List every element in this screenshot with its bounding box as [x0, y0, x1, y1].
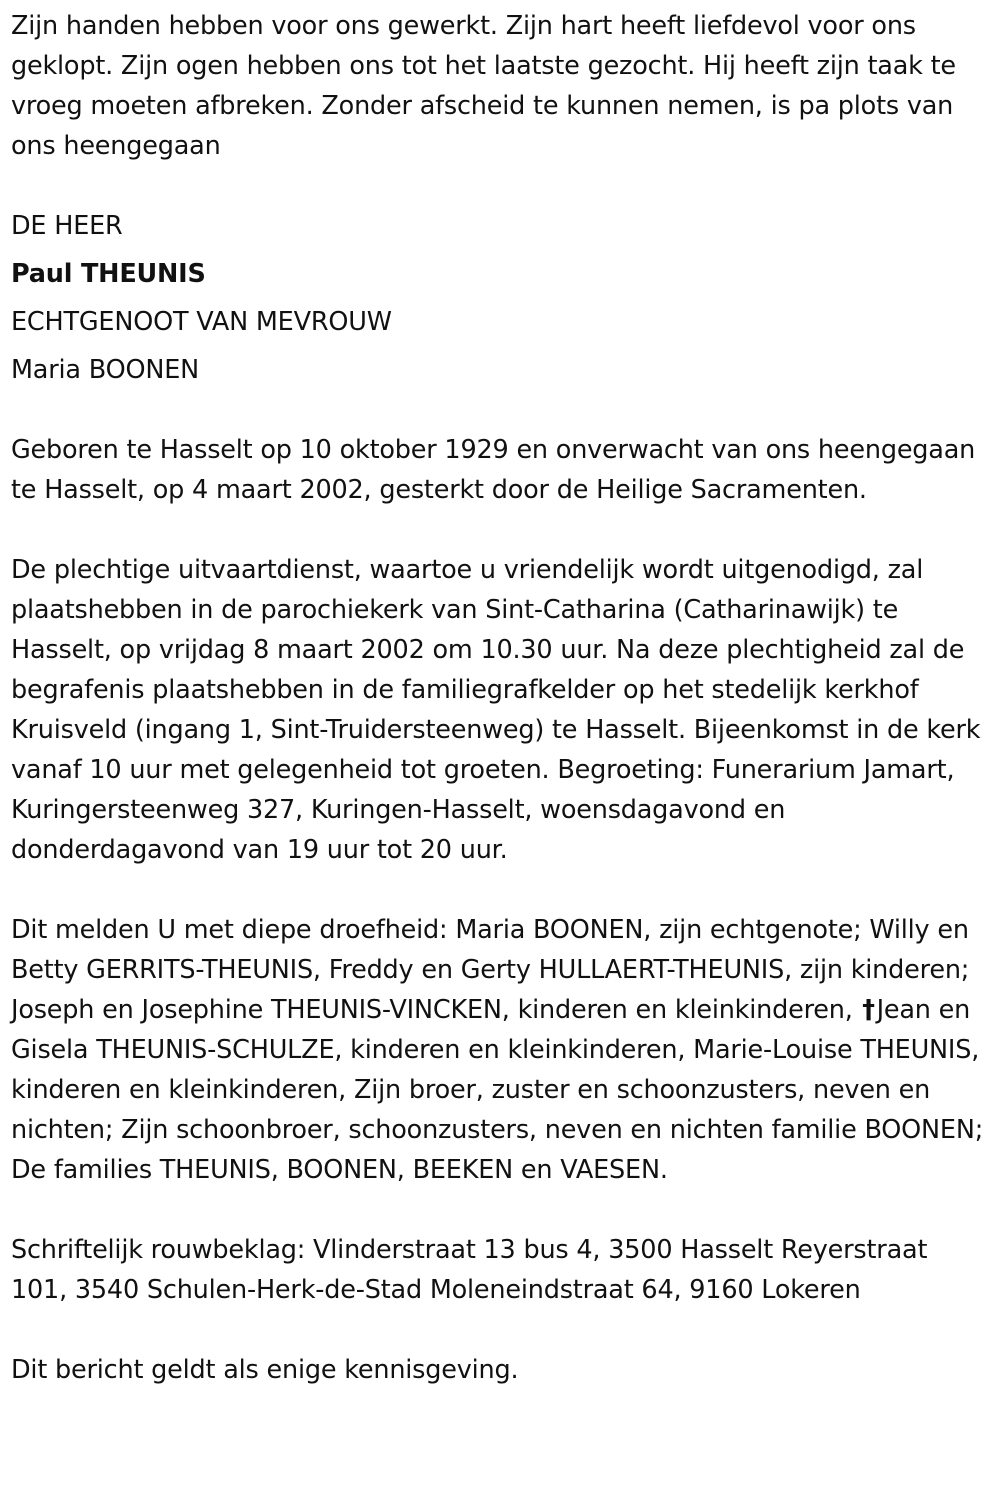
birth-death-paragraph: Geboren te Hasselt op 10 oktober 1929 en onverwacht van ons heengegaan te Hasselt, op 4 maart 2002, gesterkt door de Heilige Sacramenten.: [11, 435, 976, 505]
spacer: [11, 390, 991, 430]
cross-icon: †: [862, 995, 875, 1025]
spacer: [11, 510, 991, 550]
obituary-notice: [11, 6, 991, 1390]
spacer: [11, 1310, 991, 1350]
title-line: DE HEER: [11, 211, 123, 241]
closing-line: Dit bericht geldt als enige kennisgeving.: [11, 1355, 519, 1385]
spacer: [11, 166, 991, 206]
condolences-paragraph: Schriftelijk rouwbeklag: Vlinderstraat 13 bus 4, 3500 Hasselt Reyerstraat 101, 3540 Schulen-Herk-de-Stad Moleneindstraat 64, 9160 Lokeren: [11, 1235, 928, 1305]
deceased-name: Paul THEUNIS: [11, 259, 206, 289]
spouse-name: Maria BOONEN: [11, 355, 199, 385]
spacer: [11, 1190, 991, 1230]
intro-paragraph: Zijn handen hebben voor ons gewerkt. Zijn hart heeft liefdevol voor ons geklopt. Zijn ogen hebben ons tot het laatste gezocht. Hij heeft zijn taak te vroeg moeten afbreken. Zonder afscheid te kunnen nemen, is pa plots van ons heengegaan: [11, 11, 956, 161]
family-text-before-cross: Dit melden U met diepe droefheid: Maria BOONEN, zijn echtgenote; Willy en Betty GERRITS-THEUNIS, Freddy en Gerty HULLAERT-THEUNIS, zijn kinderen; Joseph en Josephine THEUNIS-VINCKEN, kinderen en kleinkinderen,: [11, 915, 970, 1025]
family-paragraph: [11, 910, 991, 1190]
family-text-after-cross: Jean en Gisela THEUNIS-SCHULZE, kinderen en kleinkinderen, Marie-Louise THEUNIS, kinderen en kleinkinderen, Zijn broer, zuster en schoonzusters, neven en nichten; Zijn schoonbroer, schoonzusters, neven en nichten familie BOONEN; De families THEUNIS, BOONEN, BEEKEN en VAESEN.: [11, 995, 984, 1185]
spacer: [11, 870, 991, 910]
relation-line: ECHTGENOOT VAN MEVROUW: [11, 307, 392, 337]
funeral-paragraph: De plechtige uitvaartdienst, waartoe u vriendelijk wordt uitgenodigd, zal plaatshebben in de parochiekerk van Sint-Catharina (Catharinawijk) te Hasselt, op vrijdag 8 maart 2002 om 10.30 uur. Na deze plechtigheid zal de begrafenis plaatshebben in de familiegrafkelder op het stedelijk kerkhof Kruisveld (ingang 1, Sint-Truidersteenweg) te Hasselt. Bijeenkomst in de kerk vanaf 10 uur met gelegenheid tot groeten. Begroeting: Funerarium Jamart, Kuringersteenweg 327, Kuringen-Hasselt, woensdagavond en donderdagavond van 19 uur tot 20 uur.: [11, 555, 981, 865]
